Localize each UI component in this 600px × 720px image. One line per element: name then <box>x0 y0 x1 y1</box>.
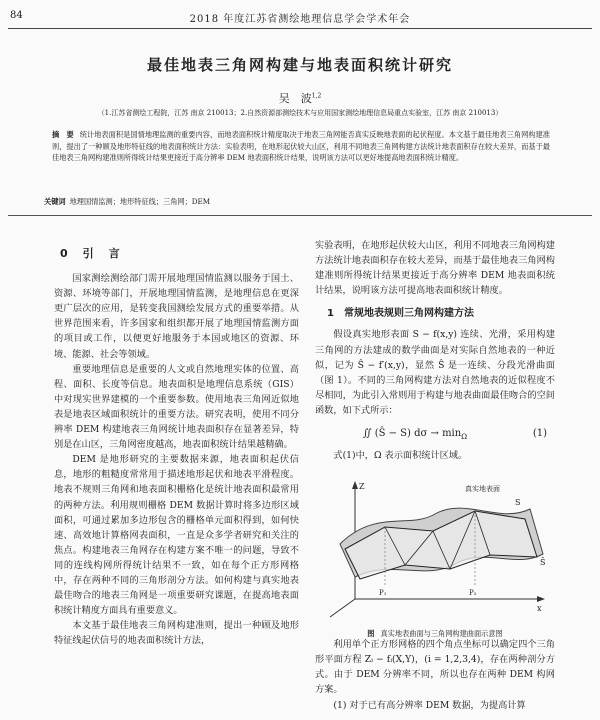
author-affil-sup: 1,2 <box>311 92 322 100</box>
figure-caption <box>315 626 555 641</box>
paragraph: DEM 是地形研究的主要数据来源，地表面积起伏信息，地形的粗糙度常常用于描述地形起伏和地表平滑程度。地表不规则三角网和地表面积栅格化是统计地表面积最常用的两种方法。利用规则栅格 DEM 数据计算时将多边形区域面积，可通过累加多边形包含的栅格单元面积得到，如何快速、高效地计算格网表面积，一直是众多学者研究和关注的焦点。构建地表三角网存在构建方案不唯一的问题，导致不同的连线构网所得统计结果不一致，如在每个正方形网格中，存在两种不同的三角形剖分方法。如何构建与真实地表最佳吻合的地表三角网是一项重要研究课题，在提高地表面积统计精度方面具有重要意义。 <box>54 454 299 617</box>
figure-caption-text: 真实地表曲面与三角网构建曲面示意图 <box>380 629 503 639</box>
z-axis-arrow <box>352 481 358 489</box>
label-shat: Ŝ <box>540 558 546 568</box>
equation-expression: ∬ (Ŝ − S) $d\sigma \to \min_\Omega$ <box>363 428 468 442</box>
figure-caption-label: 图 <box>367 629 375 639</box>
abstract-divider <box>8 215 592 216</box>
x-axis-arrow <box>537 596 545 602</box>
keywords <box>44 197 550 207</box>
equation-subscript: Ω <box>461 433 468 442</box>
page-number: 84 <box>10 10 23 21</box>
paragraph: 本文基于最佳地表三角网构建准则，提出一种顾及地形特征线起伏信号的地表面积统计方法， <box>54 620 299 647</box>
paragraph: 利用单个正方形网格的四个角点坐标可以确定四个三角形平面方程 Zᵢ − fᵢ(X,Y)，(i = 1,2,3,4)，存在两种剖分方式。由于 DEM 分辨率不同，所以也存在两种 DEM 构网方案。 <box>315 639 555 696</box>
label-x: x <box>537 604 542 614</box>
affiliation: （1.江苏省测绘工程院，江苏 南京 210013；2.自然资源部测绘技术与应用国家测绘地理信息局重点实验室，江苏 南京 210013） <box>97 109 503 117</box>
equation-1 <box>315 424 555 446</box>
figure-1 <box>315 469 555 637</box>
paragraph: 重要地理信息是重要的人文或自然地理实体的位置、高程、面积、长度等信息。地表面积是地理信息系统（GIS）中对现实世界建模的一个重要参数。使用地表三角网近似地表是地表区域面积统计的重要方法。研究表明，使用不同分辨率 DEM 构建地表三角网统计地表面积存在显著差异，特别是在山区，三角网密度越高，地表面积统计结果越精确。 <box>54 363 299 451</box>
paragraph: 假设真实地形表面 S − f(x,y) 连续、光滑，采用构建三角网的方法建成的数学曲面是对实际自然地表的一种近似，记为 Ŝ − f′(x,y)，显然 Ŝ 是一连续、分段光滑曲面（图 1）。不同的三角网构建方法对自然地表的近似程度不尽相同，为此引入常则用于构建与地表曲面最佳吻合的空间函数，如下式所示： <box>315 329 555 416</box>
surface-figure <box>315 469 555 619</box>
label-z: Z <box>359 482 365 492</box>
header-rule <box>8 28 592 29</box>
label-true-surface: 真实地表面 <box>465 485 500 494</box>
paragraph: 国家测绘测绘部门需开展地理国情监测以服务于国土、资源、环境等部门，开展地理国情监测，是地理信息在更深更广层次的应用，是转变我国测绘发展方式的重要举措。从世界范围来看，许多国家和组织都开展了地理国情监测方面的项目或工作，以便更好地服务于本国或地区的资源、环境、能源、社会等领域。 <box>54 273 299 360</box>
abstract-text: 统计地表面积是国情地理监测的重要内容，而地表面积统计精度取决于地表三角网能否真实反映地表面的起伏程度。本文基于最佳地表三角网构建准则，提出了一种顾及地形特征线的地表面积统计方法：实验表明，在地形起伏较大山区，利用不同地表三角网构建方法统计地表面积存在较大差异，而基于最佳地表三角网构建准则所得统计结果更接近于高分辨率 DEM 地表面积统计结果，说明该方法可以更好地提高地表面积统计精度。 <box>52 130 550 162</box>
label-p2: P₂ <box>469 589 477 598</box>
paper-title: 最佳地表三角网构建与地表面积统计研究 <box>146 56 453 74</box>
author-line <box>0 90 600 106</box>
right-column <box>315 238 555 713</box>
abstract <box>52 129 550 164</box>
abstract-label: 摘 要 <box>52 130 74 139</box>
author-name: 吴 波 <box>278 92 312 105</box>
paragraph: 实验表明，在地形起伏较大山区，利用不同地表三角网构建方法统计地表面积存在较大差异，而基于最佳地表三角网构建准则所得统计结果更接近于高分辨率 DEM 地表面积统计结果，说明该方法可提高地表面积统计精度。 <box>315 240 555 297</box>
label-p1: P₁ <box>379 589 387 598</box>
paragraph: 式(1)中，Ω 表示面积统计区域。 <box>333 450 468 462</box>
section-heading-1: 1 常规地表规则三角网构建方法 <box>327 308 474 320</box>
y-axis <box>330 599 355 617</box>
keywords-label: 关键词 <box>44 197 66 206</box>
journal-title: 2018 年度江苏省测绘地理信息学会学术年会 <box>189 14 411 25</box>
section-heading-intro: 0 引 言 <box>60 247 122 260</box>
paragraph: (1) 对于已有高分辨率 DEM 数据，为提高计算 <box>333 699 526 711</box>
equation-number: (1) <box>532 428 547 440</box>
left-column <box>54 246 299 648</box>
running-header <box>0 6 600 24</box>
keywords-text: 地理国情监测；地形特征线；三角网；DEM <box>69 197 211 206</box>
label-s: S <box>515 498 521 508</box>
